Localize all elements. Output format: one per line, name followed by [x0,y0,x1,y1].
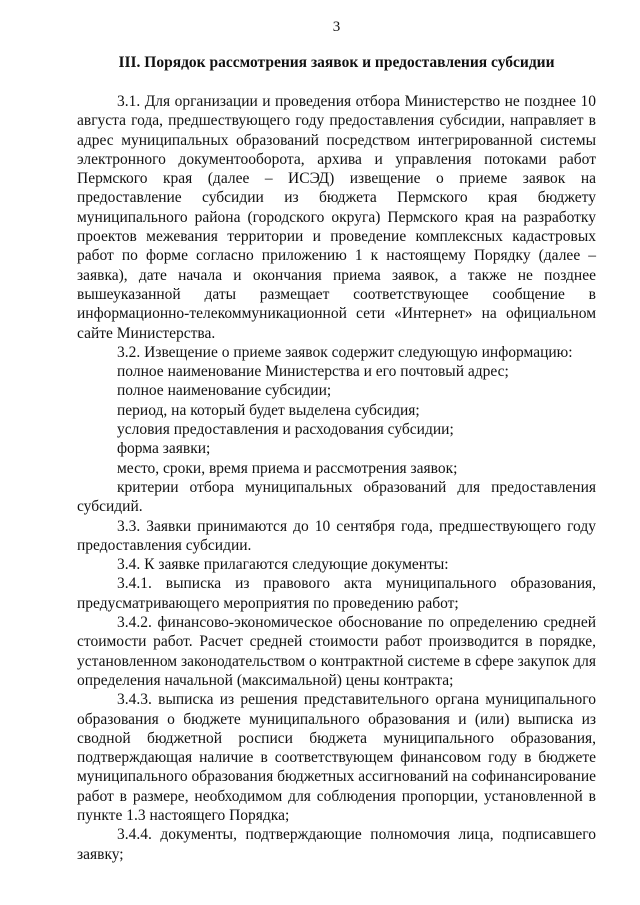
paragraph-3-4: 3.4. К заявке прилагаются следующие документы: [117,556,449,574]
list-item: критерии отбора муниципальных образований для предоставления субсидий. [77,478,596,516]
paragraph-3-1: 3.1. Для организации и проведения отбора Министерство не позднее 10 августа года, предшествующего году предоставления субсидии, направляет в адрес муниципальных образований посредством интегрированной системы электронного документооборота, архива и управления потоками работ Пермского края (далее – ИСЭД) извещение о приеме заявок на предоставление субсидии из бюджета Пермского края бюджету муниципального района (городского округа) Пермского края на разработку проектов межевания территории и проведение комплексных кадастровых работ по форме согласно приложению 1 к настоящему Порядку (далее – заявка), дате начала и окончания приема заявок, а также не позднее вышеуказанной даты размещает соответствующее сообщение в информационно-телекоммуникационной сети «Интернет» на официальном сайте Министерства. [77,93,596,342]
paragraph-3-4-3: 3.4.3. выписка из решения представительного органа муниципального образования о бюджете муниципального образования и (или) выписка из сводной бюджетной росписи бюджета муниципального образования, подтверждающая наличие в соответствующем финансовом году в бюджете муниципального образования бюджетных ассигнований на софинансирование работ в размере, необходимом для соблюдения пропорции, установленной в пункте 1.3 настоящего Порядка; [77,691,596,824]
section-title: III. Порядок рассмотрения заявок и предоставления субсидии [118,54,555,71]
paragraph-3-2: 3.2. Извещение о приеме заявок содержит следующую информацию: [117,343,573,361]
paragraph-3-4-1: 3.4.1. выписка из правового акта муниципального образования, предусматривающего мероприятия по проведению работ; [77,575,596,612]
list-item: полное наименование Министерства и его почтовый адрес; [117,363,509,381]
list-item: условия предоставления и расходования субсидии; [117,421,454,439]
list-item: место, сроки, время приема и рассмотрения заявок; [117,459,458,477]
page-number: 3 [332,19,341,35]
paragraph-3-4-4: 3.4.4. документы, подтверждающие полномочия лица, подписавшего заявку; [77,826,596,863]
paragraph-3-4-2: 3.4.2. финансово-экономическое обоснование по определению средней стоимости работ. Расчет средней стоимости работ производится в порядке, установленном законодательством о контрактной системе в сфере закупок для определения начальной (максимальной) цены контракта; [77,614,596,689]
list-item: форма заявки; [117,440,211,458]
list-item: полное наименование субсидии; [117,382,332,400]
paragraph-3-3: 3.3. Заявки принимаются до 10 сентября года, предшествующего году предоставления субсидии. [77,517,596,554]
list-item: период, на который будет выделена субсидия; [117,401,420,419]
